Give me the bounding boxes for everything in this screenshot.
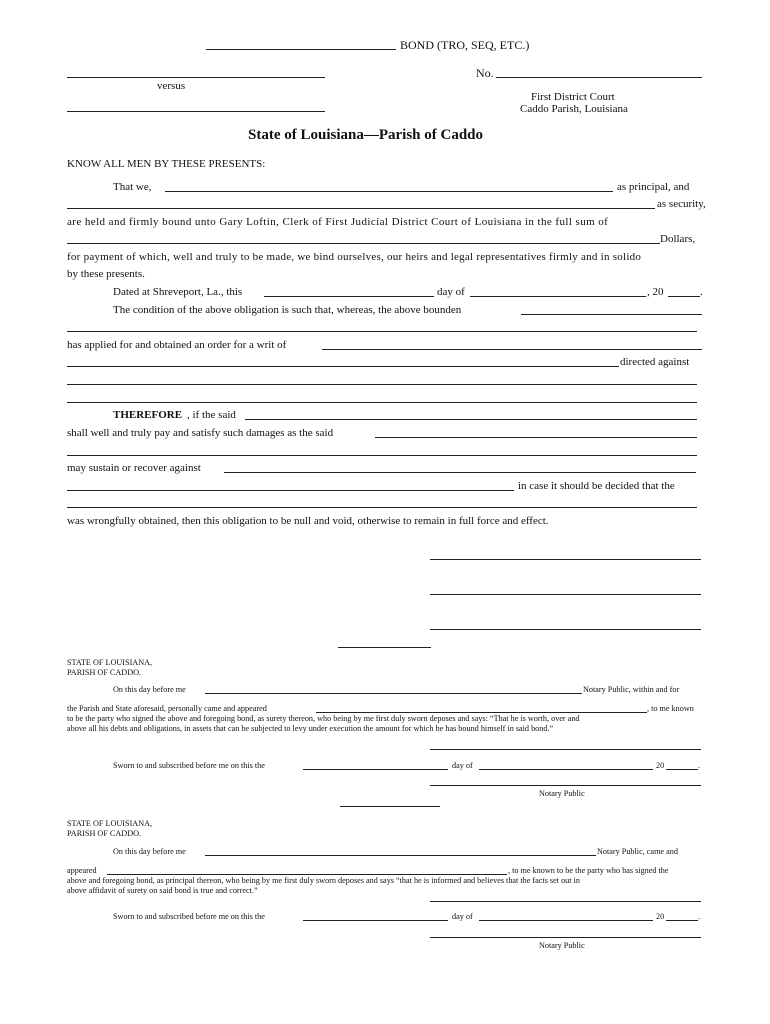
notary2-sworn-month-blank[interactable] [479, 920, 653, 921]
notary1-notary-public: Notary Public [539, 789, 585, 798]
bounden-blank[interactable] [521, 314, 702, 315]
notary2-year-end: . [698, 912, 701, 921]
bond-title: BOND (TRO, SEQ, ETC.) [400, 38, 530, 52]
notary2-notary-signature[interactable] [430, 937, 701, 938]
notary2-to-me-known: , to me known to be the party who has signed the [508, 866, 669, 875]
writ-blank[interactable] [322, 349, 702, 350]
no-label: No. [476, 66, 494, 80]
therefore-bold: THEREFORE [113, 409, 183, 421]
plaintiff-blank[interactable] [67, 77, 325, 78]
writ-blank-2[interactable] [67, 366, 619, 367]
document-title: State of Louisiana—Parish of Caddo [248, 127, 484, 143]
damages-party-blank[interactable] [375, 437, 697, 438]
notary2-notary-came: Notary Public, came and [597, 847, 678, 856]
case-number-blank[interactable] [496, 77, 702, 78]
notary2-appeared: appeared [67, 866, 97, 875]
notary2-parish: PARISH OF CADDO. [67, 829, 142, 838]
notary1-notary-within: Notary Public, within and for [583, 685, 680, 694]
notary1-on-this-day: On this day before me [113, 685, 186, 694]
notary1-sworn-day-blank[interactable] [303, 769, 448, 770]
section-divider-2 [340, 806, 440, 807]
dated-at-label: Dated at Shreveport, La., this [113, 286, 243, 298]
dated-year-blank[interactable] [668, 296, 700, 297]
signature-line-1[interactable] [430, 559, 701, 560]
notary1-sworn-month-blank[interactable] [479, 769, 653, 770]
notary1-notary-signature[interactable] [430, 785, 701, 786]
dated-year-end: . [700, 286, 703, 298]
notary2-sworn: Sworn to and subscribed before me on this the [113, 912, 265, 921]
notary1-year-end: . [698, 761, 701, 770]
notary2-sworn-day-blank[interactable] [303, 920, 448, 921]
defendant-blank[interactable] [67, 111, 325, 112]
dated-year-prefix: , 20 [647, 286, 664, 298]
signature-line-3[interactable] [430, 629, 701, 630]
held-bound-text: are held and firmly bound unto Gary Loftin, Clerk of First Judicial District Court of Louisiana in the full sum of [67, 216, 609, 228]
notary2-notary-public: Notary Public [539, 941, 585, 950]
condition-text: The condition of the above obligation is such that, whereas, the above bounden [113, 304, 462, 316]
notary1-to-me-known: , to me known [647, 704, 694, 713]
bond-type-blank[interactable] [206, 49, 396, 50]
notary1-day-of: day of [452, 761, 473, 770]
recover-blank-2[interactable] [67, 490, 514, 491]
dated-day-of-label: day of [437, 286, 465, 298]
decided-blank[interactable] [67, 507, 697, 508]
sum-blank[interactable] [67, 243, 660, 244]
damages-blank-2[interactable] [67, 455, 697, 456]
versus-label: versus [157, 80, 186, 92]
that-we-label: That we, [113, 181, 152, 193]
section-divider-1 [338, 647, 431, 648]
notary2-para-line3: above affidavit of surety on said bond is true and correct.” [67, 886, 258, 895]
directed-against-label: directed against [620, 356, 690, 368]
notary2-principal-signature[interactable] [430, 901, 701, 902]
as-security-label: as security, [657, 198, 706, 210]
against-blank-2[interactable] [67, 402, 697, 403]
notary2-appeared-blank[interactable] [107, 874, 507, 875]
said-party-blank[interactable] [245, 419, 697, 420]
notary1-para-line2: to be the party who signed the above and foregoing bond, as surety thereon, who being by me first duly sworn deposes and says: “That he is worth, over and [67, 714, 580, 723]
court-name: First District Court [531, 91, 615, 103]
intro-text: KNOW ALL MEN BY THESE PRESENTS: [67, 158, 266, 170]
against-blank-1[interactable] [67, 384, 697, 385]
may-sustain-text: may sustain or recover against [67, 462, 201, 474]
notary2-year-20: 20 [656, 912, 665, 921]
notary1-parish-state: the Parish and State aforesaid, personally came and appeared [67, 704, 267, 713]
therefore-rest: , if the said [187, 409, 236, 421]
in-case-text: in case it should be decided that the [518, 480, 675, 492]
notary1-year-blank[interactable] [666, 769, 698, 770]
has-applied-text: has applied for and obtained an order for a writ of [67, 339, 287, 351]
bounden-blank-2[interactable] [67, 331, 697, 332]
dated-month-blank[interactable] [470, 296, 646, 297]
security-blank[interactable] [67, 208, 655, 209]
notary1-para-line3: above all his debts and obligations, in assets that can be subjected to levy under execution the amount for which he has bound himself in said bond.” [67, 724, 554, 733]
principal-blank[interactable] [165, 191, 613, 192]
dollars-label: Dollars, [660, 233, 696, 245]
shall-well-text: shall well and truly pay and satisfy such damages as the said [67, 427, 334, 439]
by-these-text: by these presents. [67, 268, 145, 280]
as-principal-label: as principal, and [617, 181, 690, 193]
notary2-name-blank[interactable] [205, 855, 596, 856]
notary1-surety-signature[interactable] [430, 749, 701, 750]
notary1-name-blank[interactable] [205, 693, 582, 694]
notary2-on-this-day: On this day before me [113, 847, 186, 856]
notary1-sworn: Sworn to and subscribed before me on this the [113, 761, 265, 770]
notary1-parish: PARISH OF CADDO. [67, 668, 142, 677]
court-parish: Caddo Parish, Louisiana [520, 103, 628, 115]
notary1-year-20: 20 [656, 761, 665, 770]
notary2-day-of: day of [452, 912, 473, 921]
payment-text: for payment of which, well and truly to be made, we bind ourselves, our heirs and legal representatives firmly and in solido [67, 251, 642, 263]
wrongfully-text: was wrongfully obtained, then this obligation to be null and void, otherwise to remain in full force and effect. [67, 515, 549, 527]
notary2-state: STATE OF LOUISIANA, [67, 819, 153, 828]
notary1-state: STATE OF LOUISIANA, [67, 658, 153, 667]
dated-day-blank[interactable] [264, 296, 434, 297]
notary1-appeared-blank[interactable] [316, 712, 647, 713]
signature-line-2[interactable] [430, 594, 701, 595]
notary2-year-blank[interactable] [666, 920, 698, 921]
notary2-para-line2: above and foregoing bond, as principal thereon, who being by me first duly sworn deposes and says “that he is informed and believes that the facts set out in [67, 876, 580, 885]
recover-against-blank[interactable] [224, 472, 696, 473]
